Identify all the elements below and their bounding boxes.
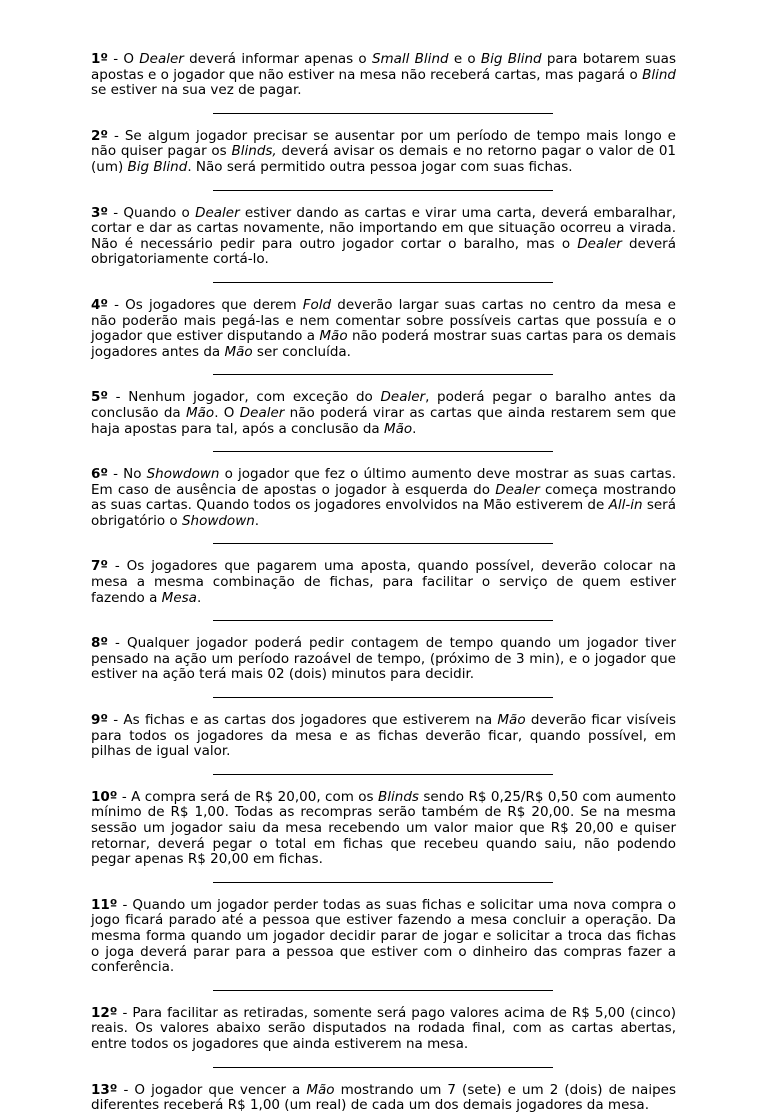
- emphasized-term: Mão: [186, 404, 215, 421]
- rules-document: [91, 52, 676, 1114]
- rule-12: [91, 1006, 676, 1053]
- rule-paragraph: [91, 298, 676, 360]
- spacer: [91, 698, 676, 713]
- rule-text: deverá informar apenas o: [183, 51, 372, 67]
- rule-number: 5º: [91, 389, 109, 406]
- emphasized-term: Blind: [642, 66, 676, 83]
- rule-text: deverá avisar os demais e no retorno pagar o valor de 01 (um): [91, 143, 677, 175]
- rule-paragraph: [91, 713, 676, 760]
- rule-text: .: [196, 589, 202, 606]
- rule-text: - No: [108, 466, 147, 483]
- rule-7: [91, 559, 676, 606]
- rule-9: [91, 713, 676, 760]
- rule-text: não poderá virar as cartas que ainda restarem sem que haja apostas para tal, após a conclusão da: [91, 404, 677, 437]
- rule-text: ser concluída.: [252, 343, 351, 360]
- rule-number: 10º: [91, 788, 118, 805]
- emphasized-term: Mão: [224, 343, 253, 360]
- rule-paragraph: [91, 636, 676, 683]
- spacer: [91, 191, 676, 206]
- rule-text: .: [412, 420, 417, 437]
- rule-number: 11º: [91, 896, 118, 913]
- rule-paragraph: [91, 1083, 676, 1114]
- rule-text: se estiver na sua vez de pagar.: [91, 82, 302, 99]
- rule-8: [91, 636, 676, 683]
- rule-paragraph: [91, 898, 676, 976]
- rule-number: 2º: [91, 127, 109, 144]
- emphasized-term: Blinds,: [231, 143, 277, 160]
- rule-number: 8º: [91, 635, 109, 652]
- emphasized-term: Dealer: [195, 204, 240, 221]
- rule-5: [91, 390, 676, 437]
- rule-text: , poderá pegar o baralho antes da conclusão da: [91, 389, 676, 421]
- rule-text: - O jogador que vencer a: [117, 1081, 307, 1098]
- emphasized-term: Big Blind: [127, 158, 188, 175]
- spacer: [91, 544, 676, 559]
- spacer: [91, 775, 676, 790]
- rule-text: mostrando um 7 (sete) e um 2 (dois) de naipes diferentes receberá R$ 1,00 (um real) de cada um dos demais jogadores da mesa.: [91, 1081, 676, 1114]
- rule-paragraph: [91, 206, 676, 268]
- rule-text: - A compra será de R$ 20,00, com os: [117, 788, 378, 805]
- emphasized-term: Dealer: [239, 404, 285, 421]
- rule-paragraph: [91, 129, 676, 176]
- rule-paragraph: [91, 390, 676, 437]
- rule-paragraph: [91, 559, 676, 606]
- rule-3: [91, 206, 676, 268]
- rule-text: . O: [214, 404, 240, 421]
- rule-10: [91, 790, 676, 868]
- emphasized-term: Small Blind: [371, 51, 449, 67]
- rule-text: sendo R$ 0,25/R$ 0,50 com aumento mínimo de R$ 1,00. Todas as recompras serão também de R$ 20,00. Se na mesma sessão um jogador saiu da mesa recebendo um valor maior que R$ 20,00 e quiser retornar, deverá pegar o total em fichas que recebeu quando saiu, não podendo pegar apenas R$ 20,00 em fichas.: [91, 788, 676, 868]
- rule-paragraph: [91, 467, 676, 529]
- spacer: [91, 1068, 676, 1083]
- rule-text: - Nenhum jogador, com exceção do: [108, 389, 381, 406]
- rule-13: [91, 1083, 676, 1114]
- rule-text: deverá obrigatoriamente cortá-lo.: [91, 235, 676, 268]
- rule-paragraph: [91, 1006, 676, 1053]
- rule-text: não poderá mostrar suas cartas para os demais jogadores antes da: [91, 328, 676, 360]
- rule-text: deverão largar suas cartas no centro da mesa e não poderão mais pegá-las e nem comentar sobre possíveis cartas que possuía e o jogador que estiver disputando a: [91, 296, 676, 345]
- rule-text: . Não será permitido outra pessoa jogar com suas fichas.: [187, 158, 573, 175]
- rule-text: .: [254, 512, 260, 529]
- rule-text: - Para facilitar as retiradas, somente será pago valores acima de R$ 5,00 (cinco) reais. Os valores abaixo serão disputados na rodada final, com as cartas abertas, entre todos os jogadores que ainda estiverem na mesa.: [91, 1004, 676, 1052]
- emphasized-term: Fold: [302, 296, 332, 313]
- emphasized-term: Dealer: [577, 235, 622, 252]
- rule-11: [91, 898, 676, 976]
- spacer: [91, 883, 676, 898]
- rule-number: 7º: [91, 558, 109, 575]
- rule-6: [91, 467, 676, 529]
- rule-number: 12º: [91, 1004, 118, 1021]
- spacer: [91, 452, 676, 467]
- rule-number: 1º: [91, 51, 109, 67]
- emphasized-term: Dealer: [380, 389, 426, 406]
- rule-text: - Quando um jogador perder todas as suas fichas e solicitar uma nova compra o jogo ficará parado até a pessoa que estiver fazendo a mesa concluir a operação. Da mesma forma quando um jogador decidir parar de jogar e solicitar a troca das fichas o joga deverá parar para a pessoa que estiver com o dinheiro das compras fazer a conferência.: [91, 896, 676, 976]
- emphasized-term: Showdown: [181, 512, 255, 529]
- spacer: [91, 621, 676, 636]
- rule-text: para botarem suas apostas e o jogador que não estiver na mesa não receberá cartas, mas pagará o: [91, 51, 676, 83]
- emphasized-term: All-in: [608, 497, 643, 514]
- emphasized-term: Mão: [497, 712, 526, 729]
- rule-4: [91, 298, 676, 360]
- emphasized-term: Big Blind: [480, 51, 542, 67]
- emphasized-term: Blinds: [378, 788, 419, 805]
- emphasized-term: Mão: [319, 328, 348, 345]
- rule-text: será obrigatório o: [91, 497, 676, 529]
- spacer: [91, 114, 676, 129]
- emphasized-term: Mão: [306, 1081, 335, 1098]
- emphasized-term: Dealer: [139, 51, 184, 67]
- rule-number: 4º: [91, 296, 109, 313]
- rule-number: 3º: [91, 204, 109, 221]
- rule-2: [91, 129, 676, 176]
- rule-1: [91, 52, 676, 99]
- rule-text: - Quando o: [108, 204, 196, 221]
- rule-text: - Os jogadores que derem: [108, 296, 303, 313]
- rule-text: e o: [448, 51, 481, 67]
- emphasized-term: Mesa: [161, 589, 197, 606]
- rule-text: - Os jogadores que pagarem uma aposta, quando possível, deverão colocar na mesa a mesma combinação de fichas, para facilitar o serviço de quem estiver fazendo a: [91, 558, 676, 606]
- rule-text: deverão ficar visíveis para todos os jogadores da mesa e as fichas deverão ficar, quando possível, em pilhas de igual valor.: [91, 712, 677, 760]
- rule-text: estiver dando as cartas e virar uma carta, deverá embaralhar, cortar e dar as cartas novamente, não importando em que situação ocorreu a virada. Não é necessário pedir para outro jogador cortar o baralho, mas o: [91, 204, 676, 252]
- rule-text: o jogador que fez o último aumento deve mostrar as suas cartas. Em caso de ausência de apostas o jogador à esquerda do: [91, 466, 676, 498]
- rule-paragraph: [91, 52, 676, 99]
- rule-text: - O: [108, 51, 140, 67]
- emphasized-term: Showdown: [146, 466, 220, 483]
- rule-number: 9º: [91, 712, 109, 729]
- emphasized-term: Dealer: [495, 481, 540, 498]
- spacer: [91, 991, 676, 1006]
- rule-text: começa mostrando as suas cartas. Quando todos os jogadores envolvidos na Mão estiverem de: [91, 481, 676, 514]
- rule-text: - As fichas e as cartas dos jogadores que estiverem na: [108, 712, 498, 729]
- rule-paragraph: [91, 790, 676, 868]
- rule-number: 13º: [91, 1081, 118, 1098]
- rule-text: - Qualquer jogador poderá pedir contagem de tempo quando um jogador tiver pensado na ação um período razoável de tempo, (próximo de 3 min), e o jogador que estiver na ação terá mais 02 (dois) minutos para decidir.: [91, 635, 676, 683]
- spacer: [91, 375, 676, 390]
- emphasized-term: Mão: [383, 420, 413, 437]
- rule-number: 6º: [91, 466, 109, 483]
- spacer: [91, 283, 676, 298]
- rule-text: - Se algum jogador precisar se ausentar por um período de tempo mais longo e não quiser pagar os: [91, 127, 676, 160]
